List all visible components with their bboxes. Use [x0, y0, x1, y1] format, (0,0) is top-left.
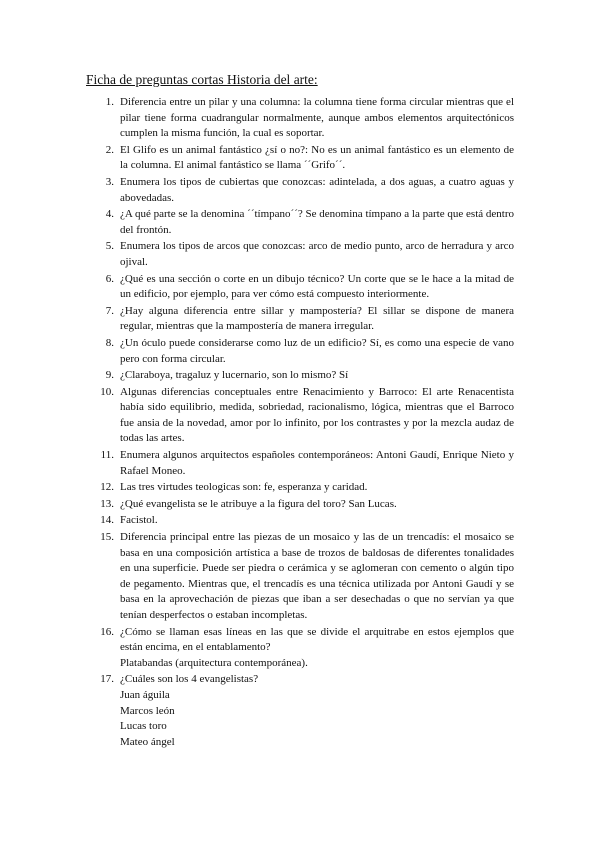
question-text: ¿Cómo se llaman esas líneas en las que se divide el arquitrabe en estos ejemplos que están encima, en el entablamento? [120, 625, 514, 654]
question-text: Diferencia principal entre las piezas de un mosaico y las de un trencadís: el mosaico se basa en una composición artística a base de trozos de baldosas de diferentes tonalidades en una superficie. Puede ser piedra o cerámica y se aglomeran con cemento o algún tipo de pegamento. Mientras que, el trencadís es una técnica utilizada por Antoni Gaudí y se basa en la aprovechación de piezas que iban a ser desechadas o que no servían ya que tenían desperfectos o estaban incompletas. [120, 531, 514, 621]
question-item [92, 239, 514, 270]
question-item [92, 143, 514, 174]
question-number: 14. [100, 514, 114, 527]
question-text: Diferencia entre un pilar y una columna: la columna tiene forma circular mientras que el pilar tiene forma cuadrangular normalmente, aunque ambos elementos arquitectónicos cumplen la misma función, la cual es soportar. [120, 96, 514, 140]
question-text: ¿Claraboya, tragaluz y lucernario, son lo mismo? Sí [120, 369, 349, 382]
question-number: 6. [105, 272, 114, 285]
question-item [92, 272, 514, 303]
question-number: 10. [100, 385, 114, 398]
question-number: 9. [105, 369, 114, 382]
question-item [92, 625, 514, 672]
question-text: Las tres virtudes teologicas son: fe, esperanza y caridad. [120, 481, 368, 494]
question-text: ¿Un óculo puede considerarse como luz de un edificio? Sí, es como una especie de vano pero con forma circular. [120, 336, 514, 365]
question-item [92, 672, 514, 750]
question-number: 4. [105, 208, 114, 221]
question-text: Enumera los tipos de cubiertas que conozcas: adintelada, a dos aguas, a cuatro aguas y abovedadas. [120, 175, 514, 204]
question-text: Enumera algunos arquitectos españoles contemporáneos: Antoni Gaudí, Enrique Nieto y Rafael Moneo. [120, 449, 514, 477]
question-item [92, 497, 514, 513]
question-text: ¿Qué evangelista se le atribuye a la figura del toro? San Lucas. [120, 497, 397, 510]
question-text: ¿A qué parte se la denomina ´´tímpano´´? Se denomina tímpano a la parte que está dentro del frontón. [120, 208, 514, 236]
question-number: 15. [100, 531, 114, 544]
evangelist-line: Marcos león [120, 704, 175, 717]
question-text: El Glifo es un animal fantástico ¿sí o no?: No es un animal fantástico es un elemento de la columna. El animal fantástico se llama ´´Grifo´´. [120, 143, 514, 172]
question-text: ¿Cuáles son los 4 evangelistas? [120, 673, 259, 686]
question-text: Facistol. [120, 514, 158, 527]
evangelist-line: Mateo ángel [120, 735, 175, 748]
question-number: 5. [105, 240, 114, 253]
question-number: 12. [100, 481, 114, 494]
question-item [92, 530, 514, 624]
question-item [92, 336, 514, 367]
question-number: 17. [100, 673, 114, 686]
question-text: Enumera los tipos de arcos que conozcas: arco de medio punto, arco de herradura y arco ojival. [120, 240, 514, 268]
question-number: 7. [105, 304, 114, 317]
question-item [92, 480, 514, 496]
question-number: 11. [100, 449, 114, 462]
question-item [92, 304, 514, 335]
question-item [92, 385, 514, 447]
question-item [92, 175, 514, 206]
question-number: 1. [105, 96, 114, 108]
evangelist-line: Juan águila [120, 688, 170, 701]
question-number: 2. [105, 143, 114, 156]
question-item [92, 448, 514, 479]
answer-line: Platabandas (arquitectura contemporánea). [120, 656, 308, 669]
question-text: Algunas diferencias conceptuales entre Renacimiento y Barroco: El arte Renacentista había sido equilibrio, medida, sobriedad, racionalismo, lógica, mientras que el Barroco fue ansia de la novedad, amor por lo infinito, por los contrastes y por la mezcla audaz de todas las artes. [120, 385, 514, 445]
question-text: ¿Qué es una sección o corte en un dibujo técnico? Un corte que se le hace a la mitad de un edificio, por ejemplo, para ver cómo está compuesto interiormente. [120, 272, 514, 301]
question-number: 16. [100, 625, 114, 638]
question-item [92, 368, 514, 384]
question-list [92, 95, 514, 751]
question-item [92, 207, 514, 238]
question-item [92, 95, 514, 142]
evangelist-line: Lucas toro [120, 720, 167, 733]
question-item [92, 513, 514, 529]
question-number: 8. [105, 336, 114, 349]
question-number: 3. [105, 175, 114, 188]
page-title: Ficha de preguntas cortas Historia del arte: [86, 72, 318, 87]
question-number: 13. [100, 497, 114, 510]
question-text: ¿Hay alguna diferencia entre sillar y mampostería? El sillar se dispone de manera regular, mientras que la mampostería de manera irregular. [120, 304, 514, 333]
